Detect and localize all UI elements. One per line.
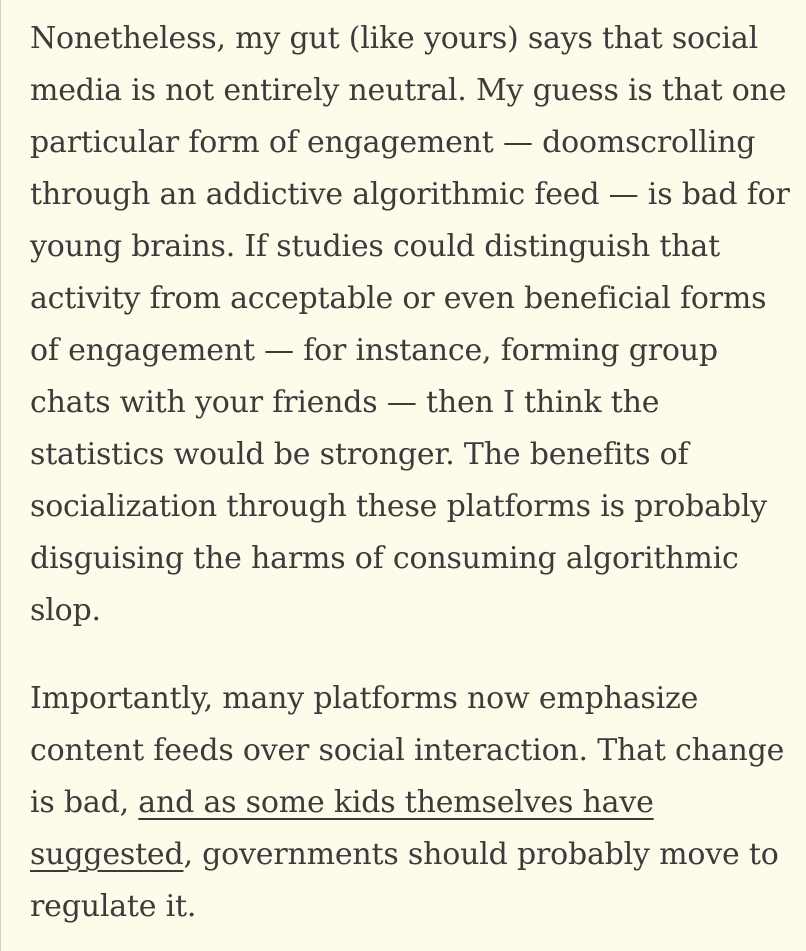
kids-suggested-link[interactable]: and as some kids themselves have suggested: [30, 785, 654, 872]
article-body: [30, 13, 800, 933]
paragraph-2-text-after-link: , governments should probably move to regulate it.: [30, 837, 779, 924]
paragraph-2-text-before-link: Importantly, many platforms now emphasize content feeds over social interaction. That change is bad,: [30, 681, 785, 820]
paragraph-2: [30, 673, 800, 933]
paragraph-1: Nonetheless, my gut (like yours) says that social media is not entirely neutral. My guess is that one particular form of engagement — doomscrolling through an addictive algorithmic feed — is bad for young brains. If studies could distinguish that activity from acceptable or even beneficial forms of engagement — for instance, forming group chats with your friends — then I think the statistics would be stronger. The benefits of socialization through these platforms is probably disguising the harms of consuming algorithmic slop.: [30, 21, 790, 628]
